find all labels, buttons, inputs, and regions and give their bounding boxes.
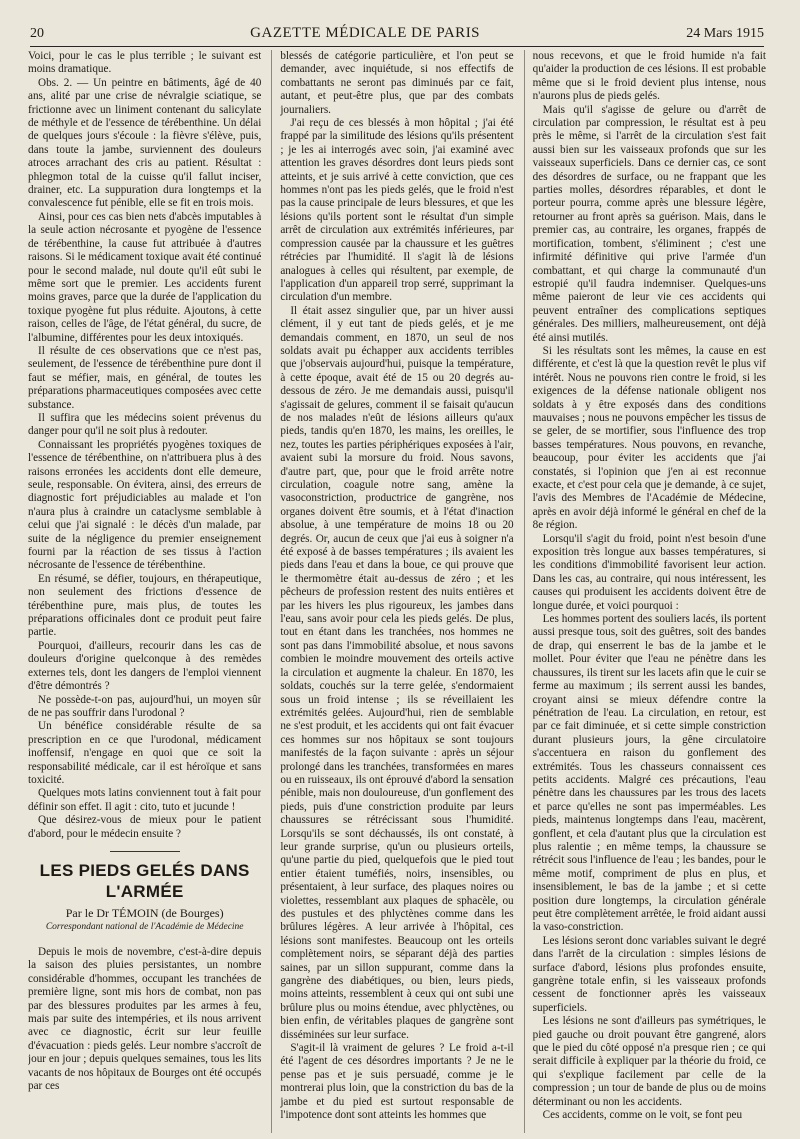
paragraph: Ces accidents, comme on le voit, se font peu <box>542 1109 743 1122</box>
paragraph: Pourquoi, d'ailleurs, recourir dans les cas de douleurs d'origine quelconque à des remèdes externes tels, dont les dangers de l'emploi viennent d'être démontrés ? <box>28 639 262 693</box>
paragraph: Les hommes portent des souliers lacés, ils portent aussi presque tous, soit des guêtres, soit des bandes de drap, qui enserrent le bas de la jambe et le mollet. Pour éviter que l'eau ne pénètre dans les chaussures, ils tirent sur les lacets afin que le cuir se ferme au maximum ; ils serrent aussi les bandes, croyant ainsi se mieux défendre contre la pénétration de l'eau. La circulation, en retour, est par ce fait diminuée, et si cette simple constriction durant plusieurs jours, la gêne circulatoire s'accentuera en raison du gonflement des extrémités. Tous les chasseurs connaissent ces petits accidents. Malgré ces précautions, l'eau pénètre dans les chaussures par les trous des lacets et parce qu'elles ne sont pas imperméables. Les pieds, maintenus longtemps dans l'eau, macèrent, gonflent, et cela d'autant plus que la circulation est plus ralentie ; en même temps, la chaussure se rétrécit sous l'influence de l'eau ; les bandes, pour le même motif, compriment de plus en plus, et insensiblement, le bas de la jambe ; et si cette position dure longtemps, la circulation générale peut être complètement arrêtée, le froid aidant aussi la vaso-constriction. <box>532 613 766 934</box>
paragraph: Lorsqu'il s'agit du froid, point n'est besoin d'une exposition très longue aux basses températures, si les conditions d'immobilité favorisent leur action. Dans les cas, au contraire, qui nous intéressent, les causes qui produisent les accidents doivent être de longue durée, et voici pourquoi : <box>532 532 766 612</box>
paragraph: Quelques mots latins conviennent tout à fait pour définir son effet. Il agit : cito, tuto et jucunde ! <box>28 787 262 813</box>
paragraph: Obs. 2. — Un peintre en bâtiments, âgé de 40 ans, alité par une crise de névralgie sciatique, se frictionne avec un liniment contenant du salicylate de méthyle et de l'essence de térébenthine. Un délai de quelques jours s'écoule : la fièvre s'élève, puis, dans toute la jambe, surviennent des douleurs atroces arrachant des cris au patient. Résultat : phlegmon total de la cuisse qu'il fallut inciser, drainer, etc. La suppuration dura longtemps et la convalescence fut pénible, elle se fit en trois mois. <box>28 76 262 210</box>
paragraph: blessés de catégorie particulière, et l'on peut se demander, avec inquiétude, si nos effectifs de combattants ne seront pas diminués par ce fait, autant, et peut-être plus, que par des combats journaliers. <box>280 50 514 116</box>
paragraph: Voici, pour le cas le plus terrible ; le suivant est moins dramatique. <box>28 50 262 76</box>
paragraph: nous recevons, et que le froid humide n'a fait qu'aider la production de ces lésions. Il est probable même que si le froid devient plus intense, nous n'aurons plus de pieds gelés. <box>532 50 766 103</box>
paragraph: S'agit-il là vraiment de gelures ? Le froid a-t-il été l'agent de ces désordres importants ? Je ne le pense pas et je suis persuadé, comme je le montrerai plus loin, que la constriction du bas de la jambe et du pied est surtout responsable de l'impotence dont sont atteints les hommes que <box>280 1042 514 1122</box>
separator-rule <box>110 851 180 852</box>
paragraph: Il était assez singulier que, par un hiver aussi clément, il y eut tant de pieds gelés, et je me demandais comment, en 1870, un seul de nos soldats avait pu échapper aux accidents terribles que j'observais aujourd'hui, puisque la température, à cette époque, avait été de 15 ou 20 degrés au-dessous de zéro. Je me demandais aussi, puisqu'il s'agissait de gelures, comment il se faisait qu'aucun de nos malades n'eût de lésions ailleurs qu'aux pieds, tandis qu'en 1870, les mains, les oreilles, le nez, toutes les parties périphériques exposées à l'air, avaient subi la morsure du froid. Nous savons, d'autre part, que, pour que le froid arrête notre circulation, coagule notre sang, amène la vasoconstriction, productrice de gangrène, nos organes doivent être soumis, et à l'état d'inaction absolue, à une température de moins 18 ou 20 degrés. Or, aucun de ceux que j'ai eus à soigner n'a été exposé à de basses températures ; ils avaient les pieds dans l'eau et dans la boue, ce qui prouve que le thermomètre était au-dessus de zéro ; et les pêcheurs de profession restent des nuits entières et par les hivers les plus rigoureux, les jambes dans l'eau, sans avoir pour cela les pieds gelés. De plus, tout en étant dans les tranchées, nos hommes ne sont pas dans l'immobilité absolue, et nous savons combien le moindre mouvement des orteils active la circulation et augmente la chaleur. En 1870, les soldats, couchés sur la terre gelée, s'endormaient sous un froid intense ; ils se réveillaient les extrémités gelées. Aujourd'hui, rien de semblable ne s'est produit, et les accidents qui ont fait évacuer ces hommes sur nos hôpitaux se sont toujours manifestés de la façon suivante : après un séjour prolongé dans les tranchées, transformées en mares ou en ruisseaux, ils ont éprouvé d'abord la sensation pénible, mais non douloureuse, d'un gonflement des pieds, puis d'une constriction produite par leurs chaussures se rétrécissant sous l'humidité. Lorsqu'ils se sont déchaussés, ils ont constaté, à leur grande surprise, qu'un ou plusieurs orteils, qu'une partie du pied, quelquefois que le pied tout entier étaient tuméfiés, noirs, insensibles, ou présentaient, à leur surface, des plaques noires ou violettes, ressemblant aux plaques de sphacèle, ou des pustules et des phlyctènes comme dans les brûlures légères. A leur arrivée à l'hôpital, ces lésions sont manifestes. Beaucoup ont les orteils complètement noirs, se séparant déjà des parties saines, par un sillon suppurant, comme dans la gangrène des diabétiques, ou bien, leurs pieds, moins atteints, ressemblent à ceux qui ont subi une brûlure plus ou moins étendue, avec phlyctènes, ou bien enfin, de véritables plaques de gangrène sont disséminées sur leur surface. <box>280 304 514 1041</box>
page-header <box>30 12 764 47</box>
paragraph: Il résulte de ces observations que ce n'est pas, seulement, de l'essence de térébenthine pure dont il faut se méfier, mais, en général, de toutes les préparations pharmaceutiques composées avec cette substance. <box>28 344 262 411</box>
text-columns <box>28 50 766 1133</box>
article-byline: Par le Dr TÉMOIN (de Bourges) <box>65 905 224 920</box>
paragraph: Mais qu'il s'agisse de gelure ou d'arrêt de circulation par compression, le résultat est à peu près le même, si l'arrêt de la circulation s'est fait aussi bien sur les vaisseaux profonds que sur les vaisseaux superficiels. Dans ce dernier cas, ce sont des désordres de surface, ou ne frappant que les parties molles, désordres réparables, et dont le porteur pourra, comme après une blessure légère, retourner au front après sa guérison. Mais, dans le premier cas, au contraire, les organes, frappés de mortification, tombent, s'éliminent ; c'est une infirmité définitive qui prive l'armée d'un combattant, et qui charge la communauté d'un estropié qu'il faudra indemniser. Quelques-uns même paieront de leur vie ces accidents qui peuvent entraîner des complications septiques générales. Des milliers, malheureusement, ont déjà été ainsi mutilés. <box>532 103 766 344</box>
paragraph: Que désirez-vous de mieux pour le patient d'abord, pour le médecin ensuite ? <box>28 814 262 840</box>
paragraph: Un bénéfice considérable résulte de sa prescription en ce que l'urodonal, médicament inoffensif, n'engage en quoi que ce soit la responsabilité médicale, car il est héroïque et sans toxicité. <box>28 720 262 786</box>
article-title: LES PIEDS GELÉS DANS L'ARMÉE <box>39 860 250 901</box>
paragraph: J'ai reçu de ces blessés à mon hôpital ; j'ai été frappé par la similitude des lésions qu'ils présentent ; je les ai interrogés avec soin, j'ai examiné avec attention les graves désordres dont leurs pieds sont atteints, et je suis arrivé à cette conviction, que ces hommes n'ont pas les pieds gelés, que le froid n'est pas la cause principale de leurs blessures, et que les lésions qu'ils portent sont le résultat d'un simple arrêt de circulation aux extrémités inférieures, par compression causée par la chaussure et les guêtres rétrécies par l'humidité. Il s'agit là de lésions analogues à celles qui résultent, par exemple, de l'application d'un appareil trop serré, supprimant la circulation d'un membre. <box>280 117 514 304</box>
author-affiliation: Correspondant national de l'Académie de Médecine <box>45 921 244 932</box>
paragraph: Si les résultats sont les mêmes, la cause en est différente, et c'est là que la question revêt le plus vif intérêt. Nous ne pouvons rien contre le froid, si les exigences de la défense nationale obligent nos soldats à y être exposés dans des conditions mauvaises ; nous ne pouvons empêcher les tissus de se geler, de se mortifier, sous l'influence des trop basses températures. Nous pouvons, en revanche, beaucoup, pour éviter les accidents que j'ai constatés, si l'opinion que j'en ai est reconnue exacte, et c'est pour cela que je demande, à ce sujet, l'avis des Membres de l'Académie de Médecine, après en avoir déjà informé le général en chef de la 8e région. <box>532 344 766 532</box>
column-3 <box>524 50 766 1133</box>
paragraph: Depuis le mois de novembre, c'est-à-dire depuis la saison des pluies persistantes, un nombre considérable d'hommes, occupant les tranchées de première ligne, sont mis hors de combat, non pas par des blessures produites par les armes à feu, mais par suite des intempéries, et ils nous arrivent avec ce diagnostic, écrit sur leur feuille d'évacuation : pieds gelés. Leur nombre s'accroît de jour en jour ; depuis quelques semaines, tous les lits vacants de nos hôpitaux de Bourges ont été occupés par ces <box>28 945 262 1093</box>
page-number: 20 <box>30 26 44 41</box>
paragraph: Ne possède-t-on pas, aujourd'hui, un moyen sûr de ne pas souffrir dans l'urodonal ? <box>28 693 262 719</box>
column-1 <box>28 50 261 1133</box>
paragraph: Les lésions ne sont d'ailleurs pas symétriques, le pied gauche ou droit pouvant être gangrené, alors que le pied du côté opposé n'a presque rien ; ce qui serait difficile à expliquer par la théorie du froid, ce qui s'explique facilement par celle de la compression ; un tour de bande de plus ou de moins déterminant ou non les accidents. <box>532 1015 766 1108</box>
paragraph: En résumé, se défier, toujours, en thérapeutique, non seulement des frictions d'essence de térébenthine pure, mais plus, de toutes les préparations officinales dont ce produit peut faire partie. <box>28 572 262 639</box>
journal-title: GAZETTE MÉDICALE DE PARIS <box>250 25 481 41</box>
paragraph: Ainsi, pour ces cas bien nets d'abcès imputables à la seule action nécrosante et pyogène de l'essence de térébenthine, la cause fut attribuée à d'autres raisons. Si le médicament toxique avait été continué pour le second malade, nul doute qu'il eût subi le même sort que le premier. Les accidents furent moins graves, parce que la durée de l'application du toxique pyogène fut plus réduite. Ajoutons, à cette raison, celles de l'âge, de l'état général, du sucre, de l'albumine, différentes pour les deux intoxiqués. <box>28 210 262 344</box>
column-2 <box>271 50 513 1133</box>
paragraph: Les lésions seront donc variables suivant le degré dans l'arrêt de la circulation : simples lésions de surface d'abord, lésions plus profondes ensuite, gangrène totale enfin, si les vaisseaux profonds cessent de fonctionner après les vaisseaux superficiels. <box>532 934 766 1014</box>
issue-date: 24 Mars 1915 <box>686 26 764 41</box>
paragraph: Connaissant les propriétés pyogènes toxiques de l'essence de térébenthine, on n'attribuera plus à des raisons erronées les accidents dont elle demeure, seule, responsable. On évitera, ainsi, des erreurs de diagnostic fort préjudiciables au malade et l'on n'aura plus à craindre un cataclysme semblable à celui que j'ai signalé : le décès d'un malade, par suite de la négligence du premier enseignement fourni par la réaction de ses tissus à l'action nécrosante de l'essence de térébenthine. <box>28 438 262 572</box>
paragraph: Il suffira que les médecins soient prévenus du danger pour qu'il ne soit plus à redouter. <box>28 411 262 438</box>
